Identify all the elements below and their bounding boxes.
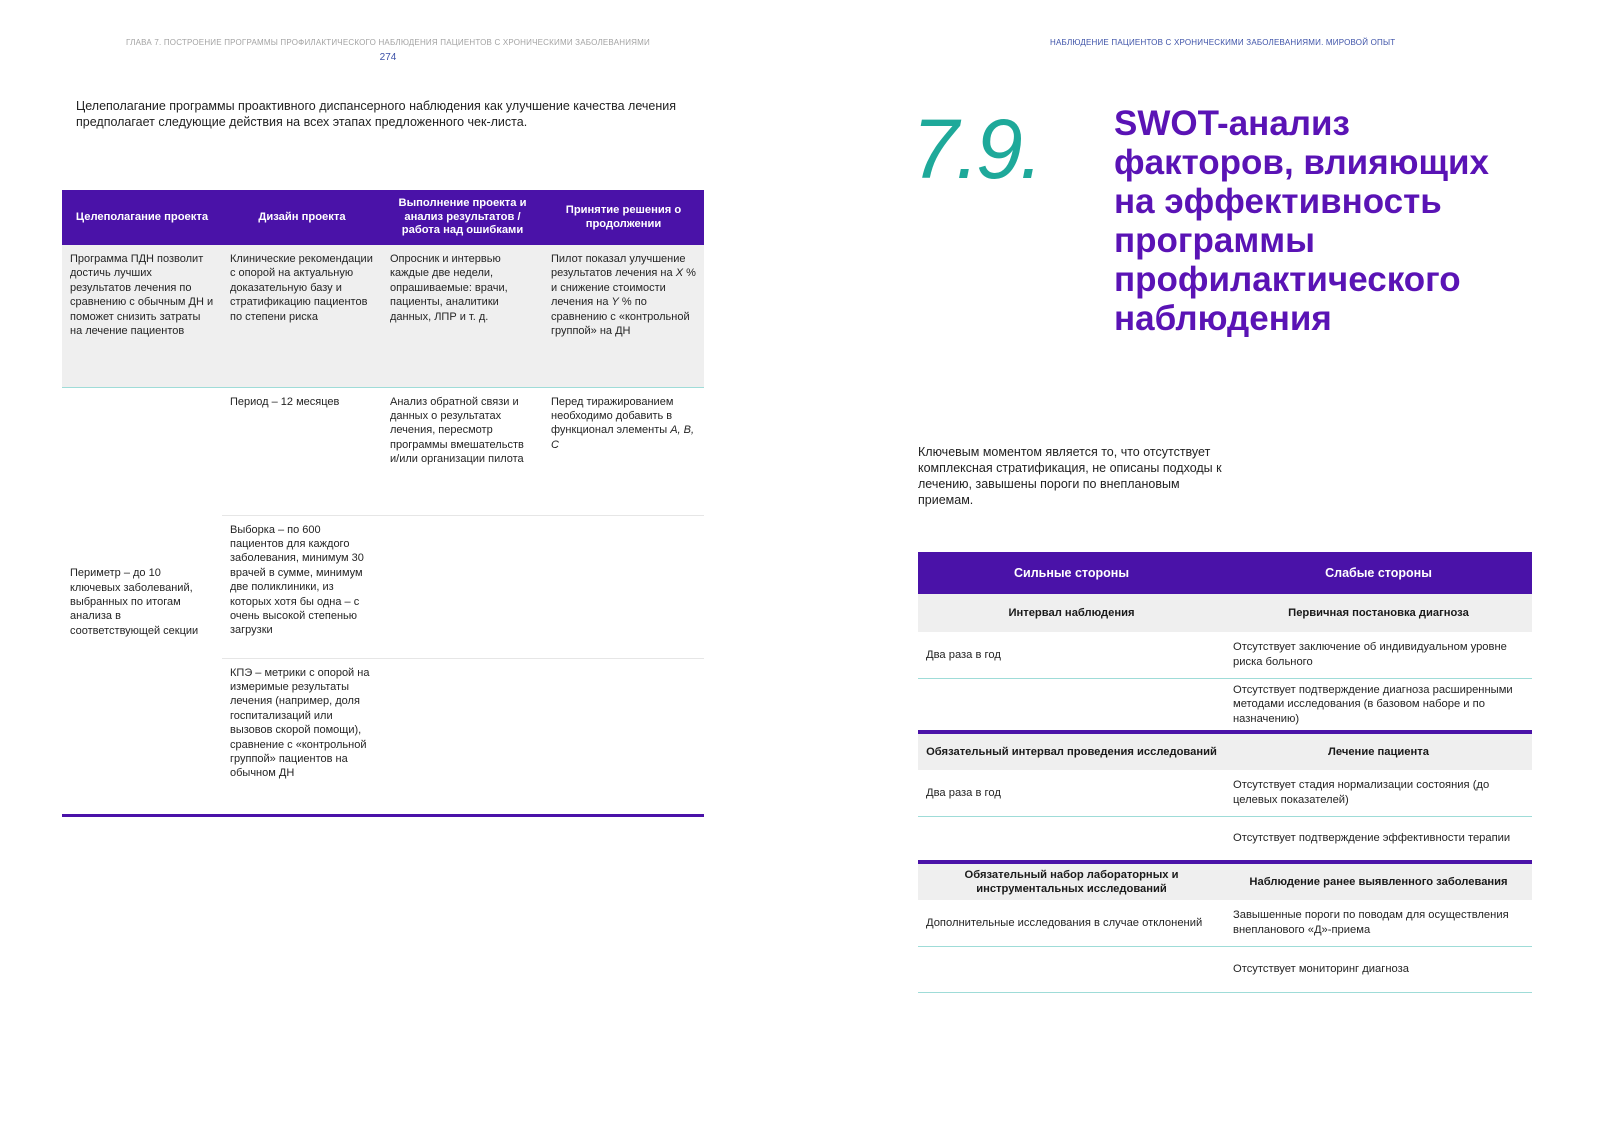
subheader-left: Обязательный набор лабораторных и инструментальных исследований	[918, 862, 1225, 900]
cell-clinical-guidelines: Клинические рекомендации с опорой на актуальную доказательную базу и стратификацию пациентов по степени риска	[222, 245, 382, 387]
replication-elements: A, B, C	[551, 424, 695, 451]
subheader-left: Обязательный интервал проведения исследований	[918, 732, 1225, 770]
header-decision: Принятие решения о продолжении	[543, 190, 704, 245]
strength-cell	[918, 816, 1225, 862]
weakness-cell: Отсутствует подтверждение эффективности терапии	[1225, 816, 1532, 862]
pilot-text-b: % и снижение стоимости лечения на	[551, 267, 696, 309]
section-title: SWOT-анализ факторов, влияющих на эффективность программы профилактического наблюдения	[1114, 104, 1490, 338]
strength-cell	[918, 678, 1225, 732]
lead-paragraph: Ключевым моментом является то, что отсутствует комплексная стратификация, не описаны подходы к лечению, завышены пороги по внеплановым приемам.	[918, 445, 1222, 507]
running-head-left: ГЛАВА 7. ПОСТРОЕНИЕ ПРОГРАММЫ ПРОФИЛАКТИЧЕСКОГО НАБЛЮДЕНИЯ ПАЦИЕНТОВ С ХРОНИЧЕСКИМИ ЗАБОЛЕВАНИЯМИ	[126, 38, 650, 47]
cell-pilot-result	[543, 245, 704, 387]
swot-header-row	[918, 552, 1532, 594]
table-row	[918, 900, 1532, 946]
subheader-left: Интервал наблюдения	[918, 594, 1225, 632]
cell-empty	[543, 658, 704, 816]
project-plan-table	[62, 190, 704, 816]
swot-subheader-row	[918, 594, 1532, 632]
header-weaknesses: Слабые стороны	[1225, 552, 1532, 594]
strength-cell: Два раза в год	[918, 632, 1225, 678]
running-head-right: НАБЛЮДЕНИЕ ПАЦИЕНТОВ С ХРОНИЧЕСКИМИ ЗАБОЛЕВАНИЯМИ. МИРОВОЙ ОПЫТ	[1050, 38, 1396, 47]
weakness-cell: Завышенные пороги по поводам для осуществления внепланового «Д»-приема	[1225, 900, 1532, 946]
table-row	[918, 770, 1532, 816]
subheader-right: Наблюдение ранее выявленного заболевания	[1225, 862, 1532, 900]
intro-paragraph: Целеполагание программы проактивного диспансерного наблюдения как улучшение качества лечения предполагает следующие действия на всех этапах предложенного чек-листа.	[76, 99, 676, 129]
cell-feedback: Анализ обратной связи и данных о результатах лечения, пересмотр программы вмешательств и/или организации пилота	[390, 395, 524, 466]
table-row	[918, 632, 1532, 678]
table-row	[62, 245, 704, 387]
cell-period: Период – 12 месяцев	[230, 395, 340, 408]
cell-kpi: КПЭ – метрики с опорой на измеримые результаты лечения (например, доля госпитализаций или вызовов скорой помощи), сравнение с «контрольной группой» пациентов на обычном ДН	[222, 658, 382, 816]
cell-sample: Выборка – по 600 пациентов для каждого заболевания, минимум 30 врачей в сумме, минимум две поликлиники, из которых хотя бы одна – с очень высокой степенью загрузки	[222, 515, 382, 658]
cell-perimeter: Периметр – до 10 ключевых заболеваний, выбранных по итогам анализа в соответствующей секции	[70, 567, 199, 637]
swot-table	[918, 552, 1532, 993]
table-row	[918, 946, 1532, 992]
header-design: Дизайн проекта	[222, 190, 382, 245]
cell-survey: Опросник и интервью каждые две недели, опрашиваемые: врачи, пациенты, аналитики данных, ЛПР и т. д.	[382, 245, 543, 387]
strength-cell: Дополнительные исследования в случае отклонений	[918, 900, 1225, 946]
weakness-cell: Отсутствует подтверждение диагноза расширенными методами исследования (в базовом наборе и по назначению)	[1225, 678, 1532, 732]
subheader-right: Лечение пациента	[1225, 732, 1532, 770]
cell-empty	[382, 658, 543, 816]
strength-cell: Два раза в год	[918, 770, 1225, 816]
table-header-row	[62, 190, 704, 245]
cell-empty	[382, 515, 543, 658]
table-bottom-rule	[62, 814, 704, 817]
cell-replication	[543, 387, 704, 515]
table-row	[918, 678, 1532, 732]
cell-goal-hypothesis: Программа ПДН позволит достичь лучших результатов лечения по сравнению с обычным ДН и поможет снизить затраты на лечение пациентов	[62, 245, 222, 387]
table-row	[62, 387, 704, 515]
pilot-text-a: Пилот показал улучшение результатов лечения на	[551, 253, 686, 280]
weakness-cell: Отсутствует заключение об индивидуальном уровне риска больного	[1225, 632, 1532, 678]
weakness-cell: Отсутствует стадия нормализации состояния (до целевых показателей)	[1225, 770, 1532, 816]
pilot-text-c: % по сравнению с «контрольной группой» на ДН	[551, 296, 690, 338]
page-number: 274	[379, 52, 397, 63]
pilot-var-y: Y	[611, 296, 619, 309]
swot-subheader-row	[918, 862, 1532, 900]
replication-text: Перед тиражированием необходимо добавить в функционал элементы	[551, 395, 674, 437]
pilot-var-x: X	[675, 267, 684, 280]
header-strengths: Сильные стороны	[918, 552, 1225, 594]
right-page	[800, 0, 1600, 1132]
header-execution: Выполнение проекта и анализ результатов / работа над ошибками	[382, 190, 543, 245]
header-goal: Целеполагание проекта	[62, 190, 222, 245]
strength-cell	[918, 946, 1225, 992]
subheader-right: Первичная постановка диагноза	[1225, 594, 1532, 632]
swot-subheader-row	[918, 732, 1532, 770]
section-number: 7.9.	[912, 102, 1041, 196]
table-row	[918, 816, 1532, 862]
cell-empty	[543, 515, 704, 658]
weakness-cell: Отсутствует мониторинг диагноза	[1225, 946, 1532, 992]
